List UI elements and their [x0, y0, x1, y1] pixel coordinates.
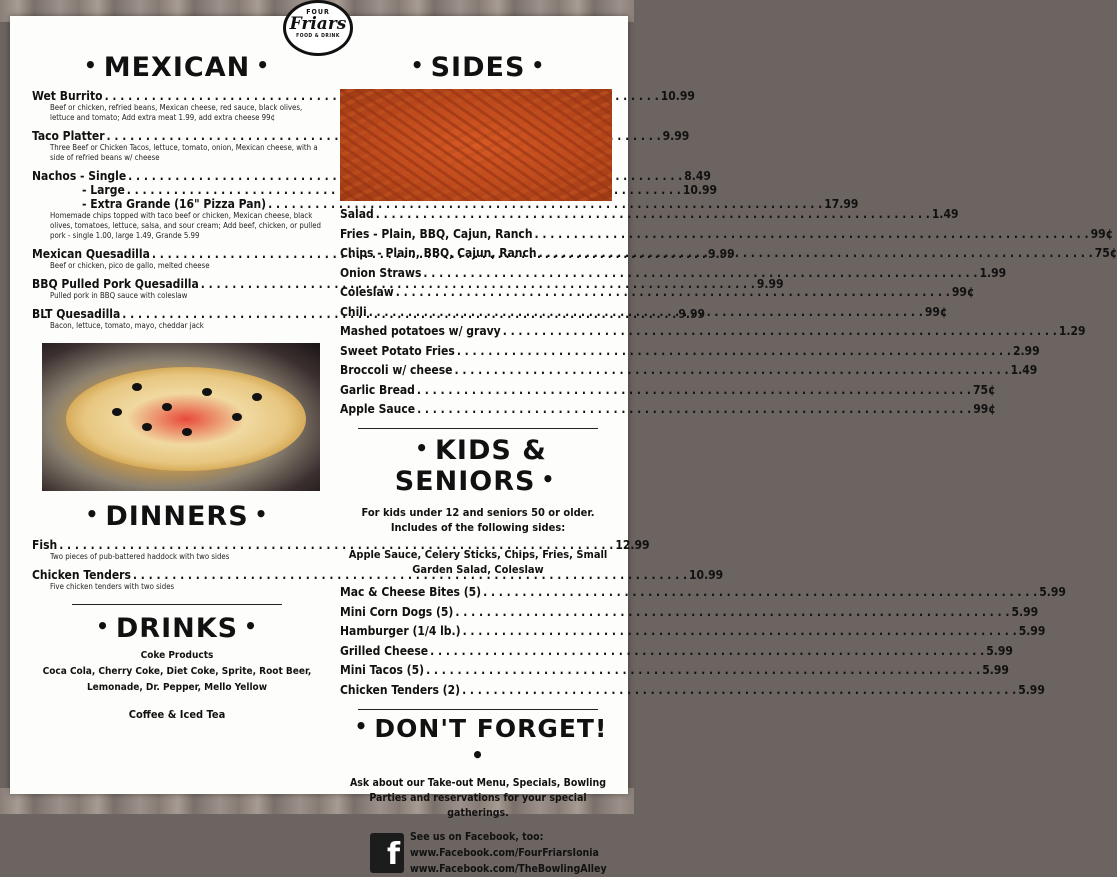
dinners-heading: • DINNERS • [85, 501, 269, 532]
nachos-photo [42, 343, 320, 491]
menu-item: BLT Quesadilla . . . 9.99 Bacon, lettuce, tomato, mayo, cheddar jack [32, 307, 322, 331]
onion-straws-photo [340, 89, 612, 201]
logo-top-text: FOUR [306, 8, 330, 16]
divider [358, 428, 598, 429]
facebook-icon: f [370, 833, 404, 873]
kids-menu-list: Mac & Cheese Bites (5) . . . 5.99 Mini Corn Dogs (5) . . . 5.99 Hamburger (1/4 lb.) . . . 5.99 Grilled Cheese . . . 5.99 Mini Tacos (5) . . . 5.99 Chicken Tenders (2) . . . 5.99 [340, 585, 616, 697]
menu-item: Taco Platter . . . 9.99 Three Beef or Chicken Tacos, lettuce, tomato, onion, Mexican cheese, with a side of refried beans w/ cheese [32, 129, 322, 163]
menu-item: Chicken Tenders . . . 10.99 Five chicken tenders with two sides [32, 568, 322, 592]
facebook-block [370, 829, 616, 877]
menu-item-nachos: Nachos - Single . . . 8.49 - Large . . . 10.99 - Extra Grande (16" Pizza Pan) . . . 17.99 Homemade chips topped with taco beef or chicken, Mexican cheese, black olives, tomatoes, lettuce, salsa, and sour cream; Add beef, chicken, or pulled pork - single 1.00, large 1.49, Grande 5.99 [32, 169, 322, 241]
coffee-tea: Coffee & Iced Tea [128, 708, 226, 721]
drinks-heading: • DRINKS • [96, 613, 258, 644]
logo-name: Friars [289, 14, 347, 34]
facebook-label: See us on Facebook, too: [410, 830, 544, 843]
kids-sides-list: Apple Sauce, Celery Sticks, Chips, Fries, Small Garden Salad, Coleslaw [348, 548, 608, 576]
facebook-link-fourfriars[interactable]: www.Facebook.com/FourFriarsIonia [410, 846, 599, 859]
menu-item: Wet Burrito . . . 10.99 Beef or chicken, refried beans, Mexican cheese, red sauce, black olives, lettuce and tomato; Add extra meat 1.99, add extra cheese 99¢ [32, 89, 322, 123]
kids-seniors-heading: • KIDS & SENIORS • [394, 435, 556, 497]
mexican-heading: • MEXICAN • [83, 52, 271, 83]
facebook-link-bowlingalley[interactable]: www.Facebook.com/TheBowlingAlley [410, 862, 607, 875]
menu-page [10, 16, 1117, 875]
four-friars-logo [283, 0, 353, 56]
menu-item: Mexican Quesadilla . . . 9.99 Beef or chicken, pico de gallo, melted cheese [32, 247, 322, 271]
menu-item: Fish . . . 12.99 Two pieces of pub-battered haddock with two sides [32, 538, 322, 562]
drinks-list: Coke Products Coca Cola, Cherry Coke, Diet Coke, Sprite, Root Beer, Lemonade, Dr. Pepper, Mello Yellow [42, 650, 312, 693]
kids-intro: For kids under 12 and seniors 50 or older. Includes of the following sides: [361, 506, 595, 534]
divider [72, 604, 282, 605]
logo-sub-text: FOOD & DRINK [296, 33, 340, 39]
sides-heading: • SIDES • [410, 52, 546, 83]
dont-forget-heading: • DON'T FORGET!• [354, 713, 608, 767]
menu-item: BBQ Pulled Pork Quesadilla . . . 9.99 Pulled pork in BBQ sauce with coleslaw [32, 277, 322, 301]
divider [358, 709, 598, 710]
sides-list: Salad . . . 1.49 Fries - Plain, BBQ, Cajun, Ranch . . . 99¢ Chips - Plain, BBQ, Cajun, Ranch . . . 75¢ Onion Straws . . . 1.99 Coleslaw . . . 99¢ Chili . . . 99¢ Mashed potatoes w/ gravy . . . 1.29 Sweet Potato Fries . . . 2.99 Broccoli w/ cheese . . . 1.49 Garlic Bread . . . 75¢ Apple Sauce . . . 99¢ [340, 207, 616, 416]
dont-forget-text: Ask about our Take-out Menu, Specials, Bowling Parties and reservations for your special gatherings. [349, 776, 607, 819]
